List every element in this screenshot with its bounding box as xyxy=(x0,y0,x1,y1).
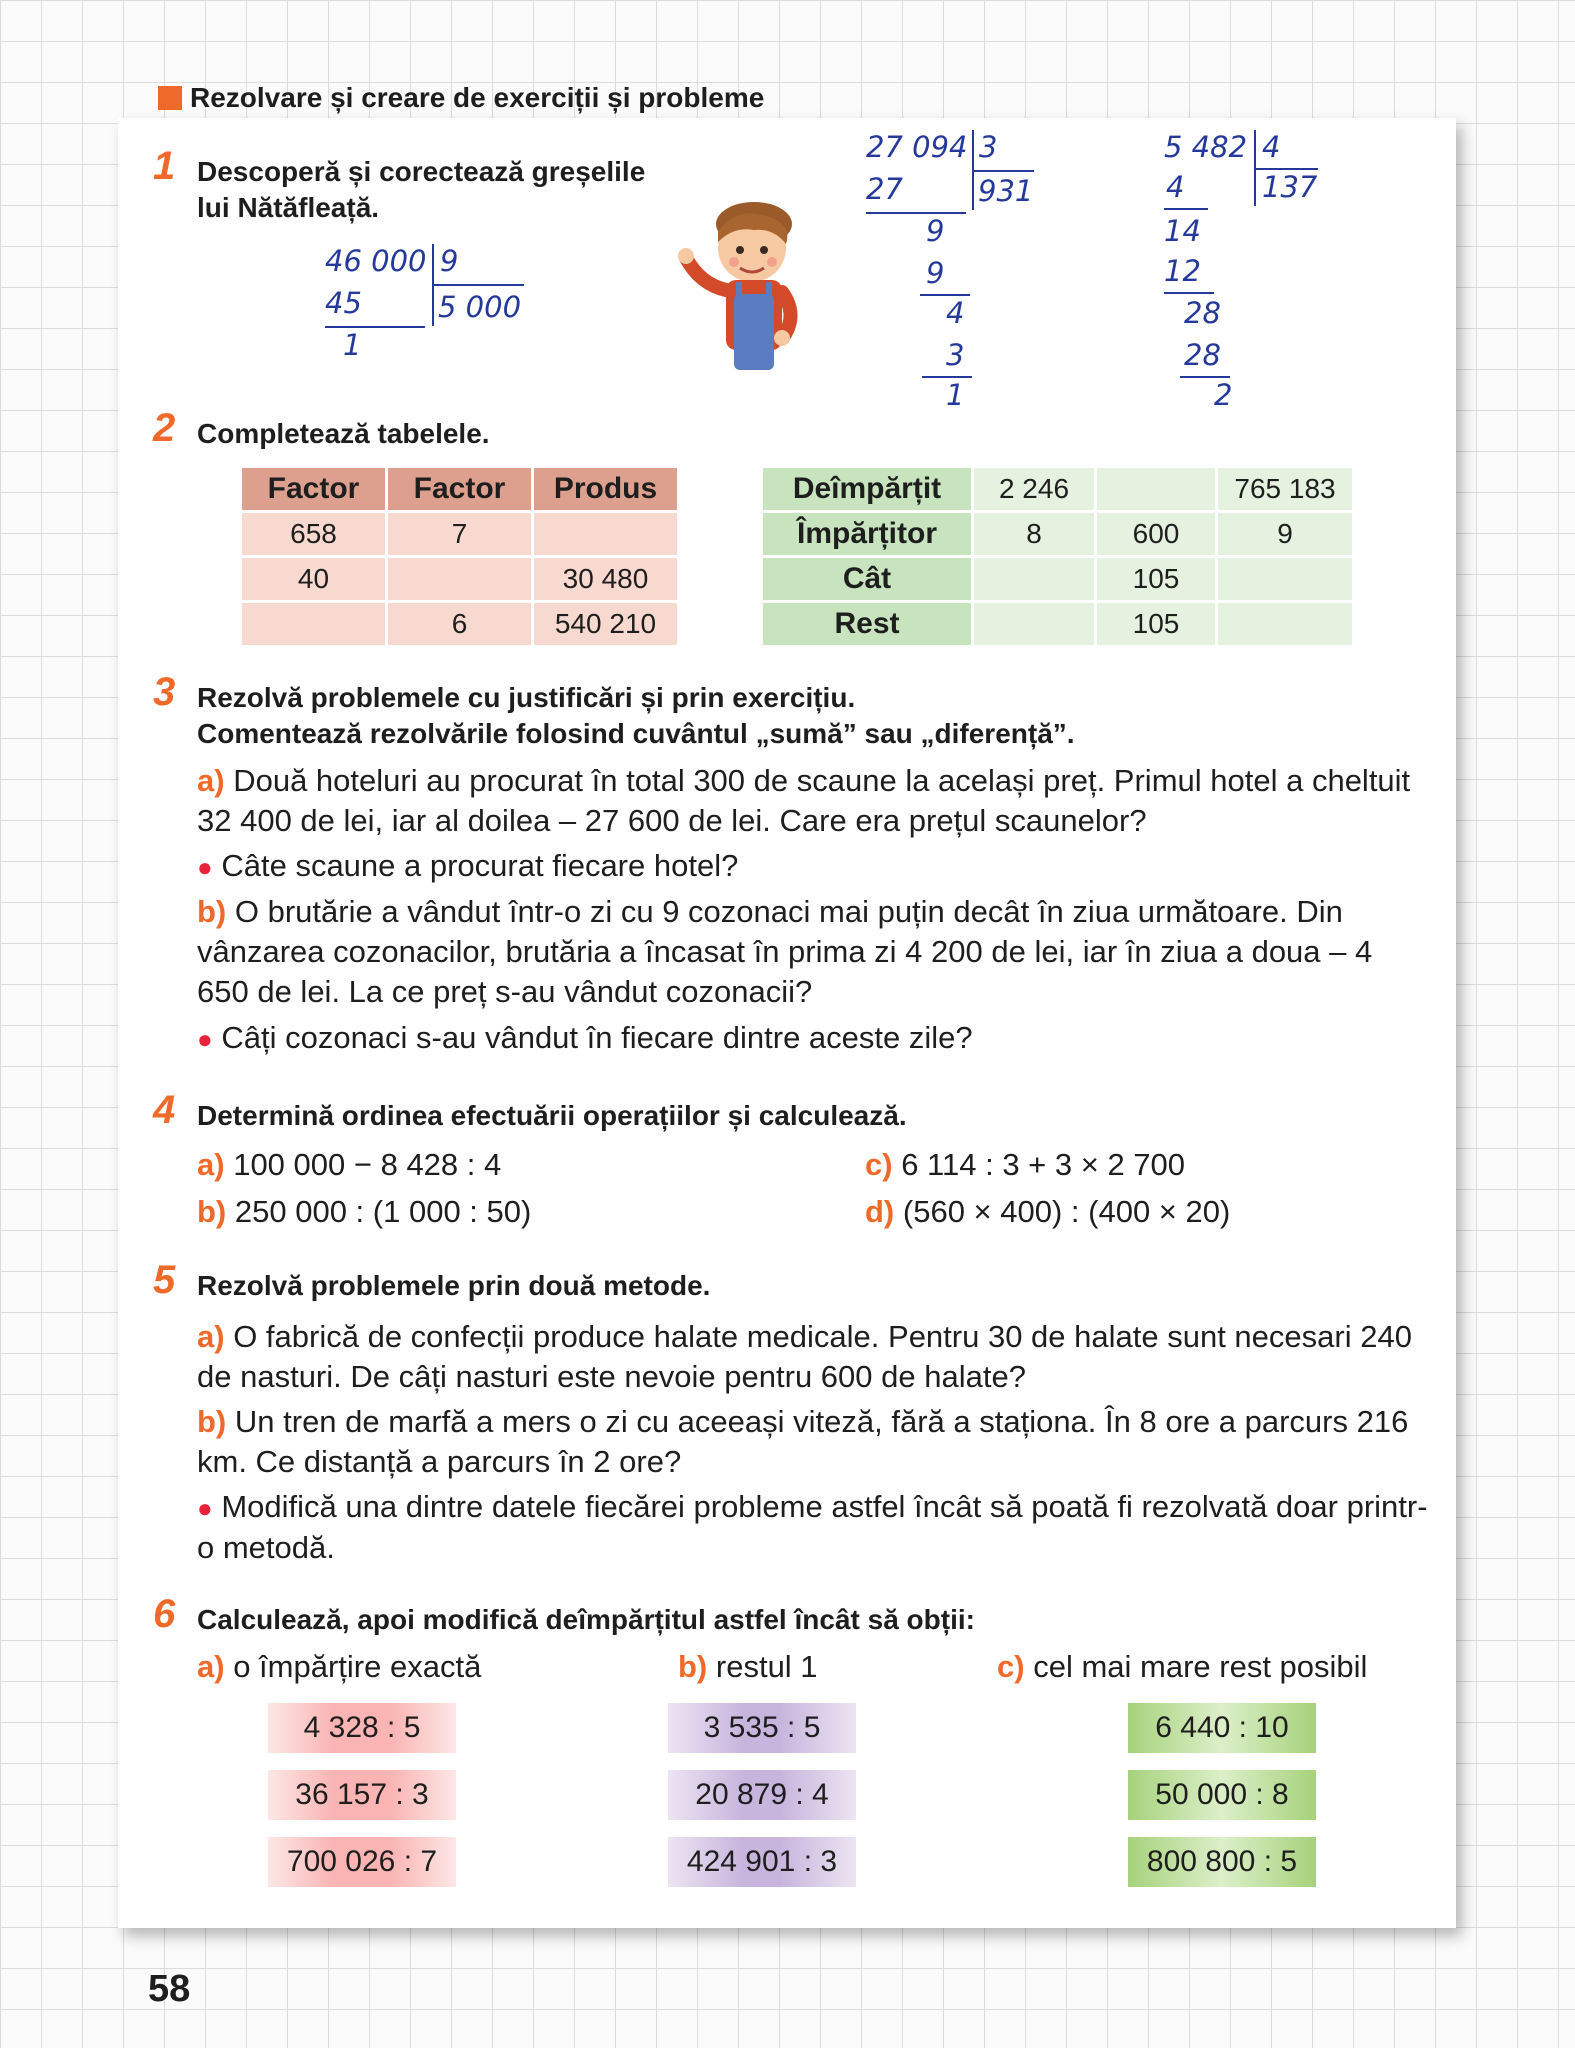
column-text: cel mai mare rest posibil xyxy=(1033,1649,1368,1684)
division-chip: 20 879 : 4 xyxy=(668,1770,856,1820)
div2-s2: 9 xyxy=(926,256,945,290)
table-cell: 8 xyxy=(974,513,1094,555)
table-cell xyxy=(534,513,677,555)
boy-illustration xyxy=(676,196,816,372)
table-row xyxy=(242,513,677,555)
exercise-4b xyxy=(197,1192,531,1232)
bullet-icon: ● xyxy=(197,852,213,882)
division-chip: 50 000 : 8 xyxy=(1128,1770,1316,1820)
table-cell: 765 183 xyxy=(1218,468,1352,510)
table-header-cell: Produs xyxy=(534,468,677,510)
exercise-3a xyxy=(197,761,1429,841)
exercise-3-title-line1: Rezolvă problemele cu justificări și prin exercițiu. xyxy=(197,682,856,713)
div3-remainder: 2 xyxy=(1214,378,1233,412)
table-row-header: Cât xyxy=(763,558,971,600)
table-cell xyxy=(388,558,531,600)
exercise-5a-text: O fabrică de confecții produce halate medicale. Pentru 30 de halate sunt necesari 240 de nasturi. De câți nasturi este nevoie pentru 600 de halate? xyxy=(197,1319,1412,1394)
table-cell: 6 xyxy=(388,603,531,645)
exercise-6a-heading xyxy=(197,1647,481,1687)
table-cell: 30 480 xyxy=(534,558,677,600)
exercise-1-number: 1 xyxy=(153,144,176,188)
expression: (560 × 400) : (400 × 20) xyxy=(902,1194,1231,1229)
exercise-3a-bullet-text: Câte scaune a procurat fiecare hotel? xyxy=(221,848,739,883)
exercise-6c-heading xyxy=(997,1647,1367,1687)
div1-sub1: 45 xyxy=(325,286,362,320)
exercise-4d xyxy=(865,1192,1230,1232)
item-label: a) xyxy=(197,1319,225,1354)
table-row xyxy=(242,558,677,600)
column-text: o împărțire exactă xyxy=(233,1649,482,1684)
division-chip: 700 026 : 7 xyxy=(268,1837,456,1887)
exercise-1-title-line2: lui Nătăfleață. xyxy=(197,192,380,223)
div3-r2: 28 xyxy=(1184,296,1221,330)
item-label: b) xyxy=(197,1194,227,1229)
div2-s3: 3 xyxy=(946,338,965,372)
exercise-5b xyxy=(197,1402,1429,1482)
table-cell: 40 xyxy=(242,558,385,600)
div2-r2: 4 xyxy=(946,296,965,330)
table-cell xyxy=(1218,558,1352,600)
exercise-4-number: 4 xyxy=(153,1088,176,1132)
exercise-2-title: Completează tabelele. xyxy=(197,418,490,449)
exercise-3a-text: Două hoteluri au procurat în total 300 de scaune la același preț. Primul hotel a cheltuit 32 400 de lei, iar al doilea – 27 600 de lei. Care era prețul scaunelor? xyxy=(197,763,1411,838)
exercise-5-bullet-text: Modifică una dintre datele fiecărei probleme astfel încât să poată fi rezolvată doar printr-o metodă. xyxy=(197,1489,1428,1565)
exercise-3a-bullet xyxy=(197,846,738,887)
exercise-5-title: Rezolvă problemele prin două metode. xyxy=(197,1270,711,1301)
division-chip: 3 535 : 5 xyxy=(668,1703,856,1753)
table-factor-product xyxy=(239,465,680,648)
table-row xyxy=(763,603,1352,645)
item-label: a) xyxy=(197,763,225,798)
item-label: c) xyxy=(997,1649,1025,1684)
column-text: restul 1 xyxy=(715,1649,818,1684)
table-row xyxy=(763,468,1352,510)
division-chip: 424 901 : 3 xyxy=(668,1837,856,1887)
expression: 6 114 : 3 + 3 × 2 700 xyxy=(901,1147,1186,1182)
exercise-3b-text: O brutărie a vândut într-o zi cu 9 cozonaci mai puțin decât în ziua următoare. Din vânzarea cozonacilor, brutăria a încasat în prima zi 4 200 de lei, iar în ziua a doua – 4 650 de lei. La ce preț s-au vândut cozonacii? xyxy=(197,894,1373,1009)
div2-quotient: 931 xyxy=(978,174,1034,208)
div2-remainder: 1 xyxy=(946,378,965,412)
exercise-3b-bullet-text: Câți cozonaci s-au vândut în fiecare dintre aceste zile? xyxy=(221,1020,973,1055)
div3-r1: 14 xyxy=(1164,214,1201,248)
table-cell xyxy=(974,603,1094,645)
div1-divisor: 9 xyxy=(440,244,459,278)
div2-r1: 9 xyxy=(926,214,945,248)
table-row xyxy=(242,603,677,645)
bullet-icon: ● xyxy=(197,1024,213,1054)
expression: 100 000 − 8 428 : 4 xyxy=(233,1147,502,1182)
item-label: b) xyxy=(197,894,227,929)
division-chip: 6 440 : 10 xyxy=(1128,1703,1316,1753)
table-cell xyxy=(1218,603,1352,645)
table-header-cell: Factor xyxy=(242,468,385,510)
bullet-icon: ● xyxy=(197,1493,213,1523)
div1-quotient: 5 000 xyxy=(438,290,522,324)
exercise-3-title-line2: Comentează rezolvările folosind cuvântul „sumă” sau „diferență”. xyxy=(197,718,1075,749)
item-label: a) xyxy=(197,1649,225,1684)
div3-divisor: 4 xyxy=(1262,130,1281,164)
div3-s3: 28 xyxy=(1184,338,1221,372)
table-row xyxy=(763,558,1352,600)
div2-dividend: 27 094 xyxy=(866,130,968,164)
exercise-4a xyxy=(197,1145,501,1185)
section-title: Rezolvare și creare de exerciții și probleme xyxy=(190,82,765,113)
div3-quotient: 137 xyxy=(1262,170,1318,204)
item-label: b) xyxy=(197,1404,227,1439)
expression: 250 000 : (1 000 : 50) xyxy=(234,1194,532,1229)
exercise-5-bullet xyxy=(197,1487,1429,1568)
table-cell: 105 xyxy=(1097,603,1215,645)
table-cell: 600 xyxy=(1097,513,1215,555)
exercise-2-number: 2 xyxy=(153,406,176,450)
exercise-4c xyxy=(865,1145,1185,1185)
div2-sub1: 27 xyxy=(866,172,903,206)
table-cell: 540 210 xyxy=(534,603,677,645)
table-row-header: Deîmpărțit xyxy=(763,468,971,510)
exercise-6-title: Calculează, apoi modifică deîmpărțitul astfel încât să obții: xyxy=(197,1604,975,1635)
section-header xyxy=(158,82,764,114)
div1-dividend: 46 000 xyxy=(325,244,427,278)
div3-sub1: 4 xyxy=(1166,170,1185,204)
table-cell: 658 xyxy=(242,513,385,555)
table-cell xyxy=(1097,468,1215,510)
table-row xyxy=(763,513,1352,555)
table-cell xyxy=(974,558,1094,600)
exercise-5b-text: Un tren de marfă a mers o zi cu aceeași viteză, fără a staționa. În 8 ore a parcurs 216 km. Ce distanță a parcurs în 2 ore? xyxy=(197,1404,1409,1479)
exercise-6-number: 6 xyxy=(153,1592,176,1636)
exercise-5-number: 5 xyxy=(153,1258,176,1302)
item-label: d) xyxy=(865,1194,895,1229)
table-cell: 2 246 xyxy=(974,468,1094,510)
item-label: c) xyxy=(865,1147,893,1182)
exercise-5a xyxy=(197,1317,1429,1397)
table-header-row xyxy=(242,468,677,510)
table-cell: 9 xyxy=(1218,513,1352,555)
exercise-1-title-line1: Descoperă și corectează greșelile xyxy=(197,156,646,187)
exercise-4-title: Determină ordinea efectuării operațiilor și calculează. xyxy=(197,1100,907,1131)
exercise-3b-bullet xyxy=(197,1018,973,1059)
div3-s2: 12 xyxy=(1164,254,1201,288)
table-cell xyxy=(242,603,385,645)
division-chip: 800 800 : 5 xyxy=(1128,1837,1316,1887)
page-number: 58 xyxy=(148,1968,191,2010)
item-label: b) xyxy=(678,1649,708,1684)
div3-dividend: 5 482 xyxy=(1164,130,1248,164)
table-row-header: Împărțitor xyxy=(763,513,971,555)
table-cell: 7 xyxy=(388,513,531,555)
item-label: a) xyxy=(197,1147,225,1182)
table-header-cell: Factor xyxy=(388,468,531,510)
exercise-3-number: 3 xyxy=(153,670,176,714)
div2-divisor: 3 xyxy=(979,130,998,164)
division-chip: 4 328 : 5 xyxy=(268,1703,456,1753)
exercise-3b xyxy=(197,892,1429,1012)
div1-remainder: 1 xyxy=(343,328,362,362)
table-row-header: Rest xyxy=(763,603,971,645)
division-chip: 36 157 : 3 xyxy=(268,1770,456,1820)
section-square-icon xyxy=(158,86,182,110)
table-division xyxy=(760,465,1355,648)
table-cell: 105 xyxy=(1097,558,1215,600)
exercise-6b-heading xyxy=(678,1647,818,1687)
